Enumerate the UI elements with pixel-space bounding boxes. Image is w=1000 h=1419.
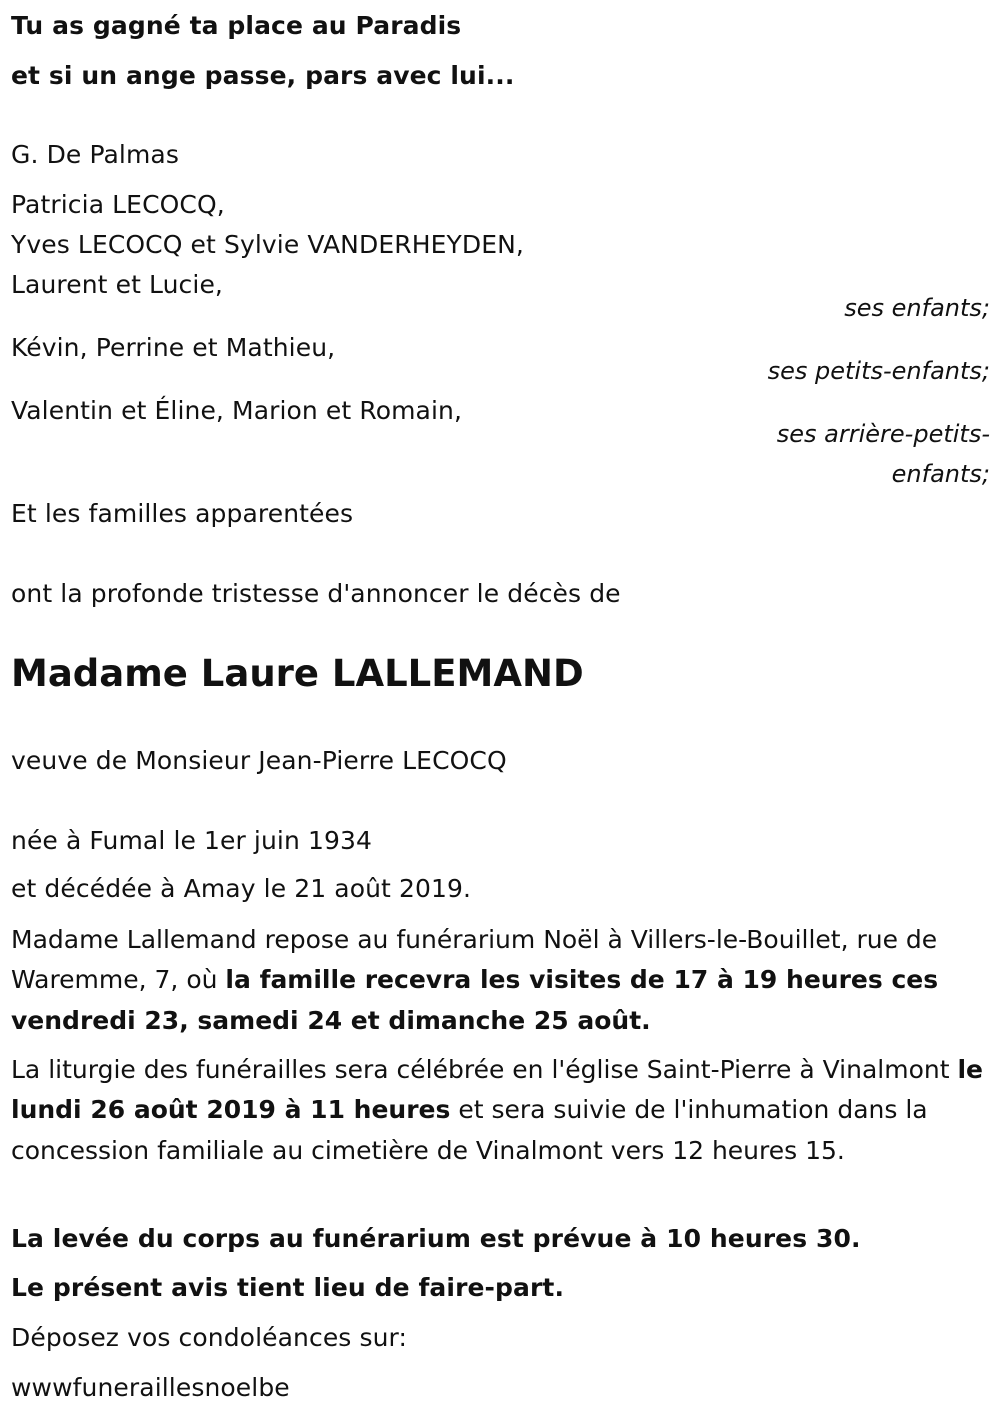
great-grandchildren: Valentin et Éline, Marion et Romain,: [11, 396, 463, 425]
related-families: Et les familles apparentées: [11, 499, 354, 528]
levee-info: La levée du corps au funérarium est prévue à 10 heures 30.: [11, 1224, 861, 1253]
widow-of: veuve de Monsieur Jean-Pierre LECOCQ: [11, 746, 507, 775]
grandchildren: Kévin, Perrine et Mathieu,: [11, 333, 336, 362]
visitation-hours: la famille recevra les visites de 17 à 19 heures ces vendredi 23, samedi 24 et dimanche 25 août.: [11, 965, 939, 1035]
visitation-paragraph: [11, 920, 986, 1041]
child-2: Yves LECOCQ et Sylvie VANDERHEYDEN,: [11, 230, 524, 259]
deceased-name: Madame Laure LALLEMAND: [11, 652, 584, 695]
epitaph-author: G. De Palmas: [11, 140, 179, 169]
great-grandchildren-role-line-1: ses arrière-petits-: [776, 420, 990, 448]
condolences-label: Déposez vos condoléances sur:: [11, 1323, 408, 1352]
epitaph-line-1: Tu as gagné ta place au Paradis: [11, 11, 462, 40]
great-grandchildren-role-line-2: enfants;: [891, 460, 990, 488]
funeral-date: le lundi 26 août 2019 à 11 heures: [11, 1055, 983, 1125]
faire-part-notice: Le présent avis tient lieu de faire-part.: [11, 1273, 565, 1302]
epitaph-line-2: et si un ange passe, pars avec lui...: [11, 61, 515, 90]
website-link[interactable]: wwwfuneraillesnoelbe: [11, 1373, 290, 1402]
grandchildren-role: ses petits-enfants;: [767, 357, 990, 385]
birth-info: née à Fumal le 1er juin 1934: [11, 826, 372, 855]
visitation-text: Madame Lallemand repose au funérarium Noël à Villers-le-Bouillet, rue de Waremme, 7, où: [11, 925, 938, 995]
funeral-paragraph: [11, 1050, 986, 1171]
children-role: ses enfants;: [844, 294, 990, 322]
child-3: Laurent et Lucie,: [11, 270, 223, 299]
death-info: et décédée à Amay le 21 août 2019.: [11, 874, 472, 903]
announcement: ont la profonde tristesse d'annoncer le décès de: [11, 579, 621, 608]
child-1: Patricia LECOCQ,: [11, 190, 225, 219]
funeral-text-end: et sera suivie de l'inhumation dans la concession familiale au cimetière de Vinalmont vers 12 heures 15.: [11, 1095, 928, 1165]
funeral-text-start: La liturgie des funérailles sera célébrée en l'église Saint-Pierre à Vinalmont: [11, 1055, 958, 1084]
